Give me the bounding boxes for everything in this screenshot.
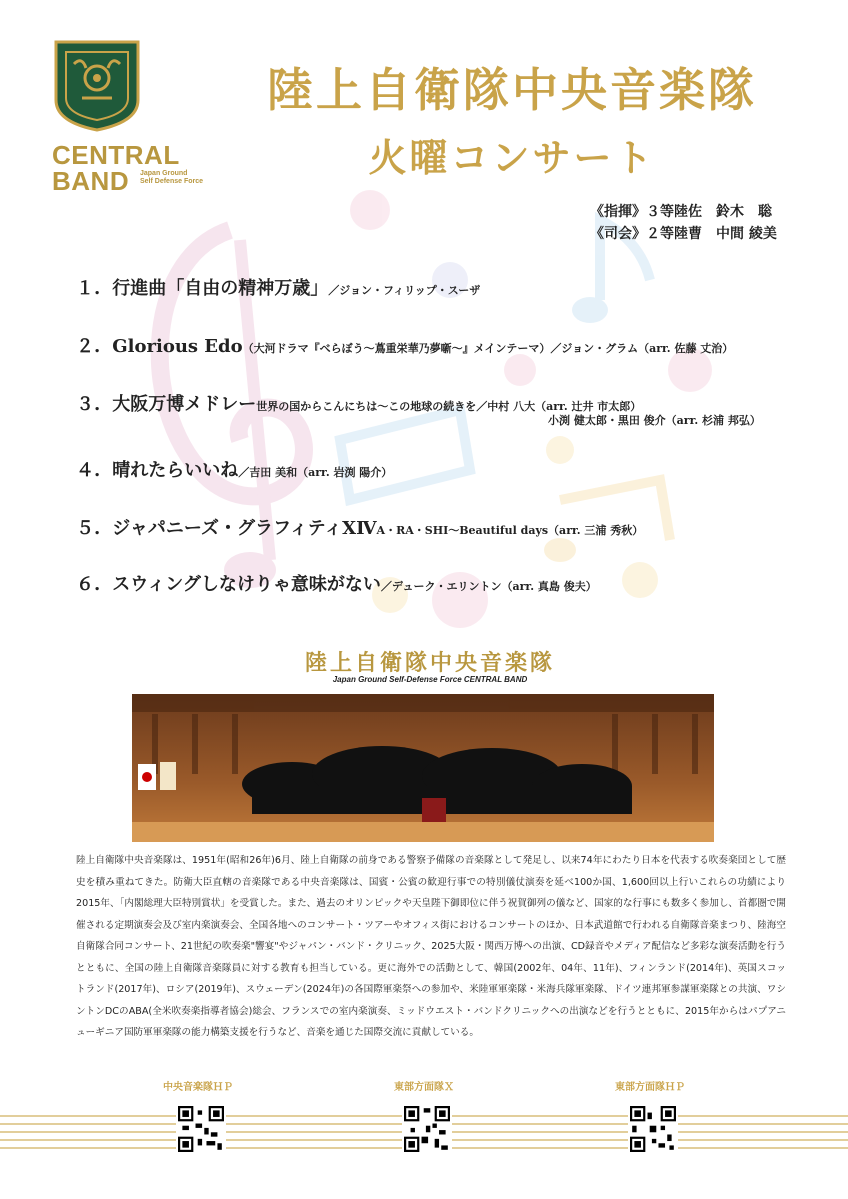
program-title: 大阪万博メドレー — [112, 394, 257, 415]
program-credit: （大河ドラマ『べらぼう～蔦重栄華乃夢噺～』メインテーマ）／ジョン・グラム（arr. 佐藤 丈治） — [242, 342, 734, 355]
logo-subtext — [140, 170, 203, 186]
page-subtitle: 火曜コンサート — [368, 135, 656, 180]
page-title: 陸上自衛隊中央音楽隊 — [267, 63, 757, 117]
program-title: Glorious Edo — [112, 336, 243, 357]
program-title: 行進曲「自由の精神万歳」 — [112, 278, 329, 299]
qr-code-icon[interactable] — [402, 1104, 452, 1154]
program-item — [76, 456, 392, 482]
program-number: ６. — [76, 574, 101, 595]
logo-sub-line1: Japan Ground — [140, 170, 188, 177]
program-title: スウィングしなけりゃ意味がない — [112, 574, 381, 595]
mc-credit: 《司会》２等陸曹 中間 綾美 — [590, 226, 777, 242]
program-item — [76, 514, 643, 540]
qr-code-icon[interactable] — [176, 1104, 226, 1154]
program-credit: 世界の国からこんにちは～この地球の続きを／中村 八大（arr. 辻井 市太郎） — [256, 400, 642, 413]
program-credit: ／デューク・エリントン（arr. 真島 俊夫） — [380, 580, 597, 593]
logo-sub-line2: Self Defense Force — [140, 178, 204, 185]
band-section-title: 陸上自衛隊中央音楽隊 — [304, 650, 555, 676]
qr-label-eastern-x: 東部方面隊Ｘ — [394, 1082, 454, 1093]
program-item — [76, 274, 480, 300]
program-item — [76, 332, 733, 358]
program-credit: ／吉田 美和（arr. 岩渕 陽介） — [238, 466, 393, 479]
conductor-credit: 《指揮》３等陸佐 鈴木 聡 — [590, 204, 772, 220]
program-credit-continued: 小渕 健太郎・黒田 俊介（arr. 杉浦 邦弘） — [548, 414, 761, 427]
program-title: 晴れたらいいね — [112, 460, 239, 481]
program-number: ５. — [76, 518, 101, 539]
program-credit: A・RA・SHI～Beautiful days（arr. 三浦 秀秋） — [376, 524, 644, 537]
band-section-subtitle: Japan Ground Self-Defense Force CENTRAL BAND — [332, 675, 528, 684]
program-item — [76, 570, 597, 596]
qr-label-band-hp: 中央音楽隊ＨＰ — [163, 1082, 233, 1093]
logo-wordmark: CENTRAL BAND — [52, 140, 180, 196]
qr-code-icon[interactable] — [628, 1104, 678, 1154]
program-number: ２. — [76, 336, 101, 357]
program-number: ４. — [76, 460, 101, 481]
program-number: １. — [76, 278, 101, 299]
qr-label-eastern-hp: 東部方面隊ＨＰ — [615, 1082, 685, 1093]
program-title: ジャパニーズ・グラフィティⅩⅣ — [112, 518, 377, 539]
band-description: 陸上自衛隊中央音楽隊は、1951年(昭和26年)6月、陸上自衛隊の前身である警察予備隊の音楽隊として発足し、以来74年にわたり日本を代表する吹奏楽団として歴史を積み重ねてきた。防衛大臣直轄の音楽隊である中央音楽隊は、国賓・公賓の歓迎行事での特別儀仗演奏を延べ100か国、1,600回以上行いこれらの功績により2015年、「内閣総理大臣特別賞状」を受賞した。また、過去のオリンピックや天皇陛下御即位に伴う祝賀御列の儀など、国家的な行事にも数多く参加し、首都圏で開催される定期演奏会及び室内楽演奏会、全国各地へのコンサート・ツアーやオフィス街におけるコンサートのほか、日本武道館で行われる自衛隊音楽まつり、陸海空自衛隊合同コンサート、21世紀の吹奏楽"響宴"やジャパン・バンド・クリニック、2025大阪・関西万博への出演、CD録音やメディア配信など多彩な演奏活動を行うとともに、全国の陸上自衛隊音楽隊員に対する教育も担当している。更に海外での活動として、韓国(2002年、04年、11年)、フィンランド(2014年)、英国スコットランド(2017年)、ロシア(2019年)、スウェーデン(2024年)の各国際軍楽祭への参加や、米陸軍軍楽隊・米海兵隊軍楽隊、ドイツ連邦軍参謀軍楽隊との共演、ワシントンDCのABA(全米吹奏楽指導者協会)総会、フランスでの室内楽演奏、ミッドウエスト・バンドクリニックへの出演などを行うとともに、2015年からはパプアニューギニア国防軍軍楽隊の能力構築支援を行うなど、音楽を通じた国際交流に貢献している。 — [76, 855, 786, 1038]
program-number: ３. — [76, 394, 101, 415]
central-band-emblem — [52, 38, 142, 132]
program-credit: ／ジョン・フィリップ・スーザ — [328, 284, 481, 297]
band-concert-photo — [132, 694, 714, 842]
